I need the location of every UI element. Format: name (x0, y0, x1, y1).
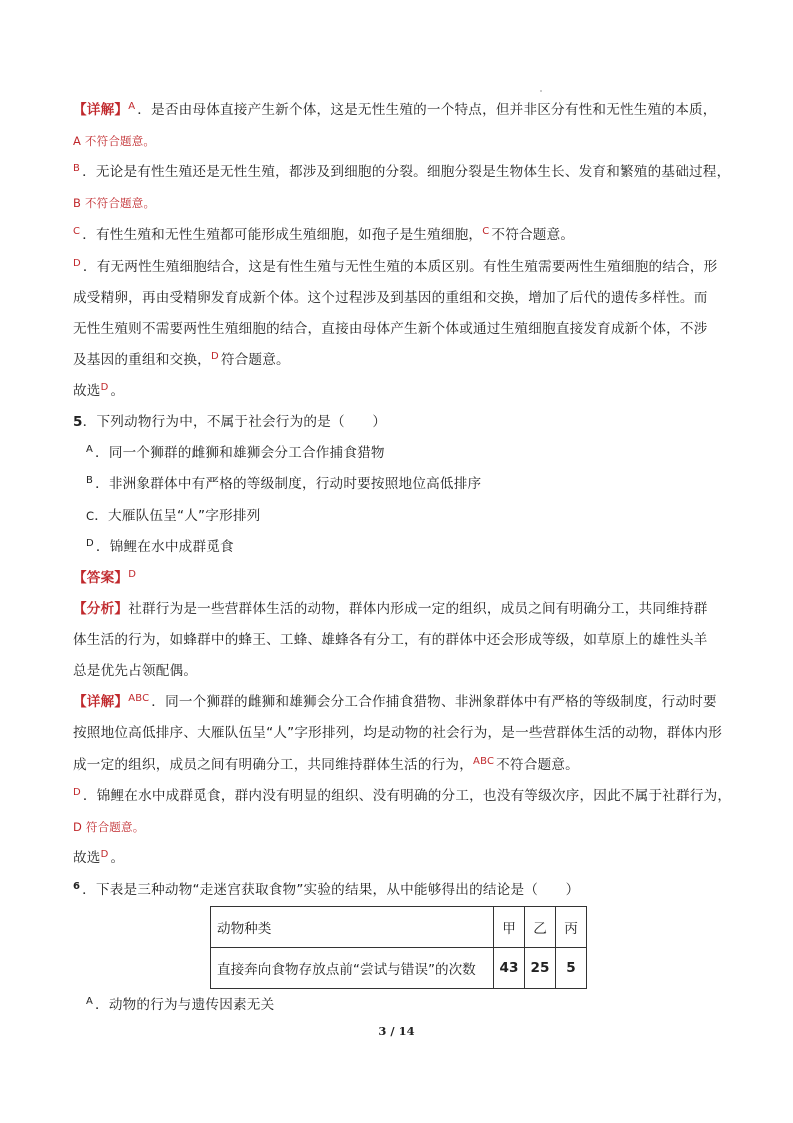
table-header-cell: 动物种类 (211, 907, 494, 948)
q5-detail-2: 按照地位高低排序、大雁队伍呈“人”字形排列，均是动物的社会行为，是一些营群体生活的动物，群体内形 (73, 725, 722, 741)
scan-speck (540, 90, 542, 92)
q5-option-d: $^D$ ．锦鲤在水中成群觅食 (86, 538, 234, 555)
table-header-cell: 乙 (525, 907, 556, 948)
q4-choose: 故选$^D$ 。 (73, 382, 125, 399)
q5-detail-3: 成一定的组织，成员之间有明确分工，共同维持群体生活的行为，$^{ABC}$ 不符合题意。 (73, 756, 579, 773)
table-cell: 直接奔向食物存放点前“尝试与错误”的次数 (211, 948, 494, 989)
q5-detail-d: $^D$ ．锦鲤在水中成群觅食，群内没有明显的组织、没有明确的分工，也没有等级次序，因此不属于社群行为， (73, 787, 732, 804)
q4-detail-c: $^C$ ．有性生殖和无性生殖都可能形成生殖细胞，如孢子是生殖细胞，$^C$ 不符合题意。 (73, 226, 575, 243)
q5-analysis-1: 【分析】社群行为是一些营群体生活的动物，群体内形成一定的组织，成员之间有明确分工，共同维持群 (73, 601, 708, 617)
table-header-cell: 甲 (494, 907, 525, 948)
q4-detail-a: 【详解】$^A$ ．是否由母体直接产生新个体，这是无性生殖的一个特点，但并非区分有性和无性生殖的本质， (73, 101, 717, 118)
table-cell: 43 (494, 948, 525, 989)
q4-result-a: A 不符合题意。 (73, 134, 156, 148)
q4-detail-d-2: 成受精卵，再由受精卵发育成新个体。这个过程涉及到基因的重组和交换，增加了后代的遗传多样性。而 (73, 290, 708, 306)
q4-detail-b: $^B$ ．无论是有性生殖还是无性生殖，都涉及到细胞的分裂。细胞分裂是生物体生长、发育和繁殖的基础过程， (73, 163, 731, 180)
q5-answer: 【答案】$^D$ (73, 569, 137, 586)
q5-choose: 故选$^D$ 。 (73, 849, 125, 866)
table-header-cell: 丙 (556, 907, 587, 948)
q5-option-b: $^B$ ．非洲象群体中有严格的等级制度，行动时要按照地位高低排序 (86, 475, 482, 492)
q5-stem: 5．下列动物行为中，不属于社会行为的是（ ） (73, 414, 387, 430)
q5-option-c: C．大雁队伍呈“人”字形排列 (86, 508, 261, 524)
q5-option-a: $^A$ ．同一个狮群的雌狮和雄狮会分工合作捕食猎物 (86, 444, 385, 461)
table-header-row (211, 907, 587, 948)
q5-analysis-2: 体生活的行为，如蜂群中的蜂王、工蜂、雄蜂各有分工，有的群体中还会形成等级，如草原上的雄性头羊 (73, 632, 708, 648)
q4-detail-d-3: 无性生殖则不需要两性生殖细胞的结合，直接由母体产生新个体或通过生殖细胞直接发育成新个体，不涉 (73, 321, 708, 337)
q5-detail-1: 【详解】$^{ABC}$ ．同一个狮群的雌狮和雄狮会分工合作捕食猎物、非洲象群体中有严格的等级制度，行动时要 (73, 693, 717, 710)
q6-option-a: $^A$ ．动物的行为与遗传因素无关 (86, 996, 275, 1013)
q5-analysis-3: 总是优先占领配偶。 (73, 663, 198, 679)
table-cell: 5 (556, 948, 587, 989)
q4-detail-d-1: $^D$ ．有无两性生殖细胞结合，这是有性生殖与无性生殖的本质区别。有性生殖需要两性生殖细胞的结合，形 (73, 258, 718, 275)
detail-tag: 【详解】 (73, 102, 129, 118)
table-cell: 25 (525, 948, 556, 989)
q5-result-d: D 符合题意。 (73, 820, 145, 834)
q6-stem: $^6$ ．下表是三种动物“走迷宫获取食物”实验的结果，从中能够得出的结论是（ ） (73, 881, 580, 898)
experiment-table (210, 906, 587, 989)
q4-detail-d-4: 及基因的重组和交换，$^D$ 符合题意。 (73, 351, 290, 368)
table-row (211, 948, 587, 989)
page-number: 3 / 14 (378, 1024, 415, 1038)
q4-result-b: B 不符合题意。 (73, 196, 156, 210)
